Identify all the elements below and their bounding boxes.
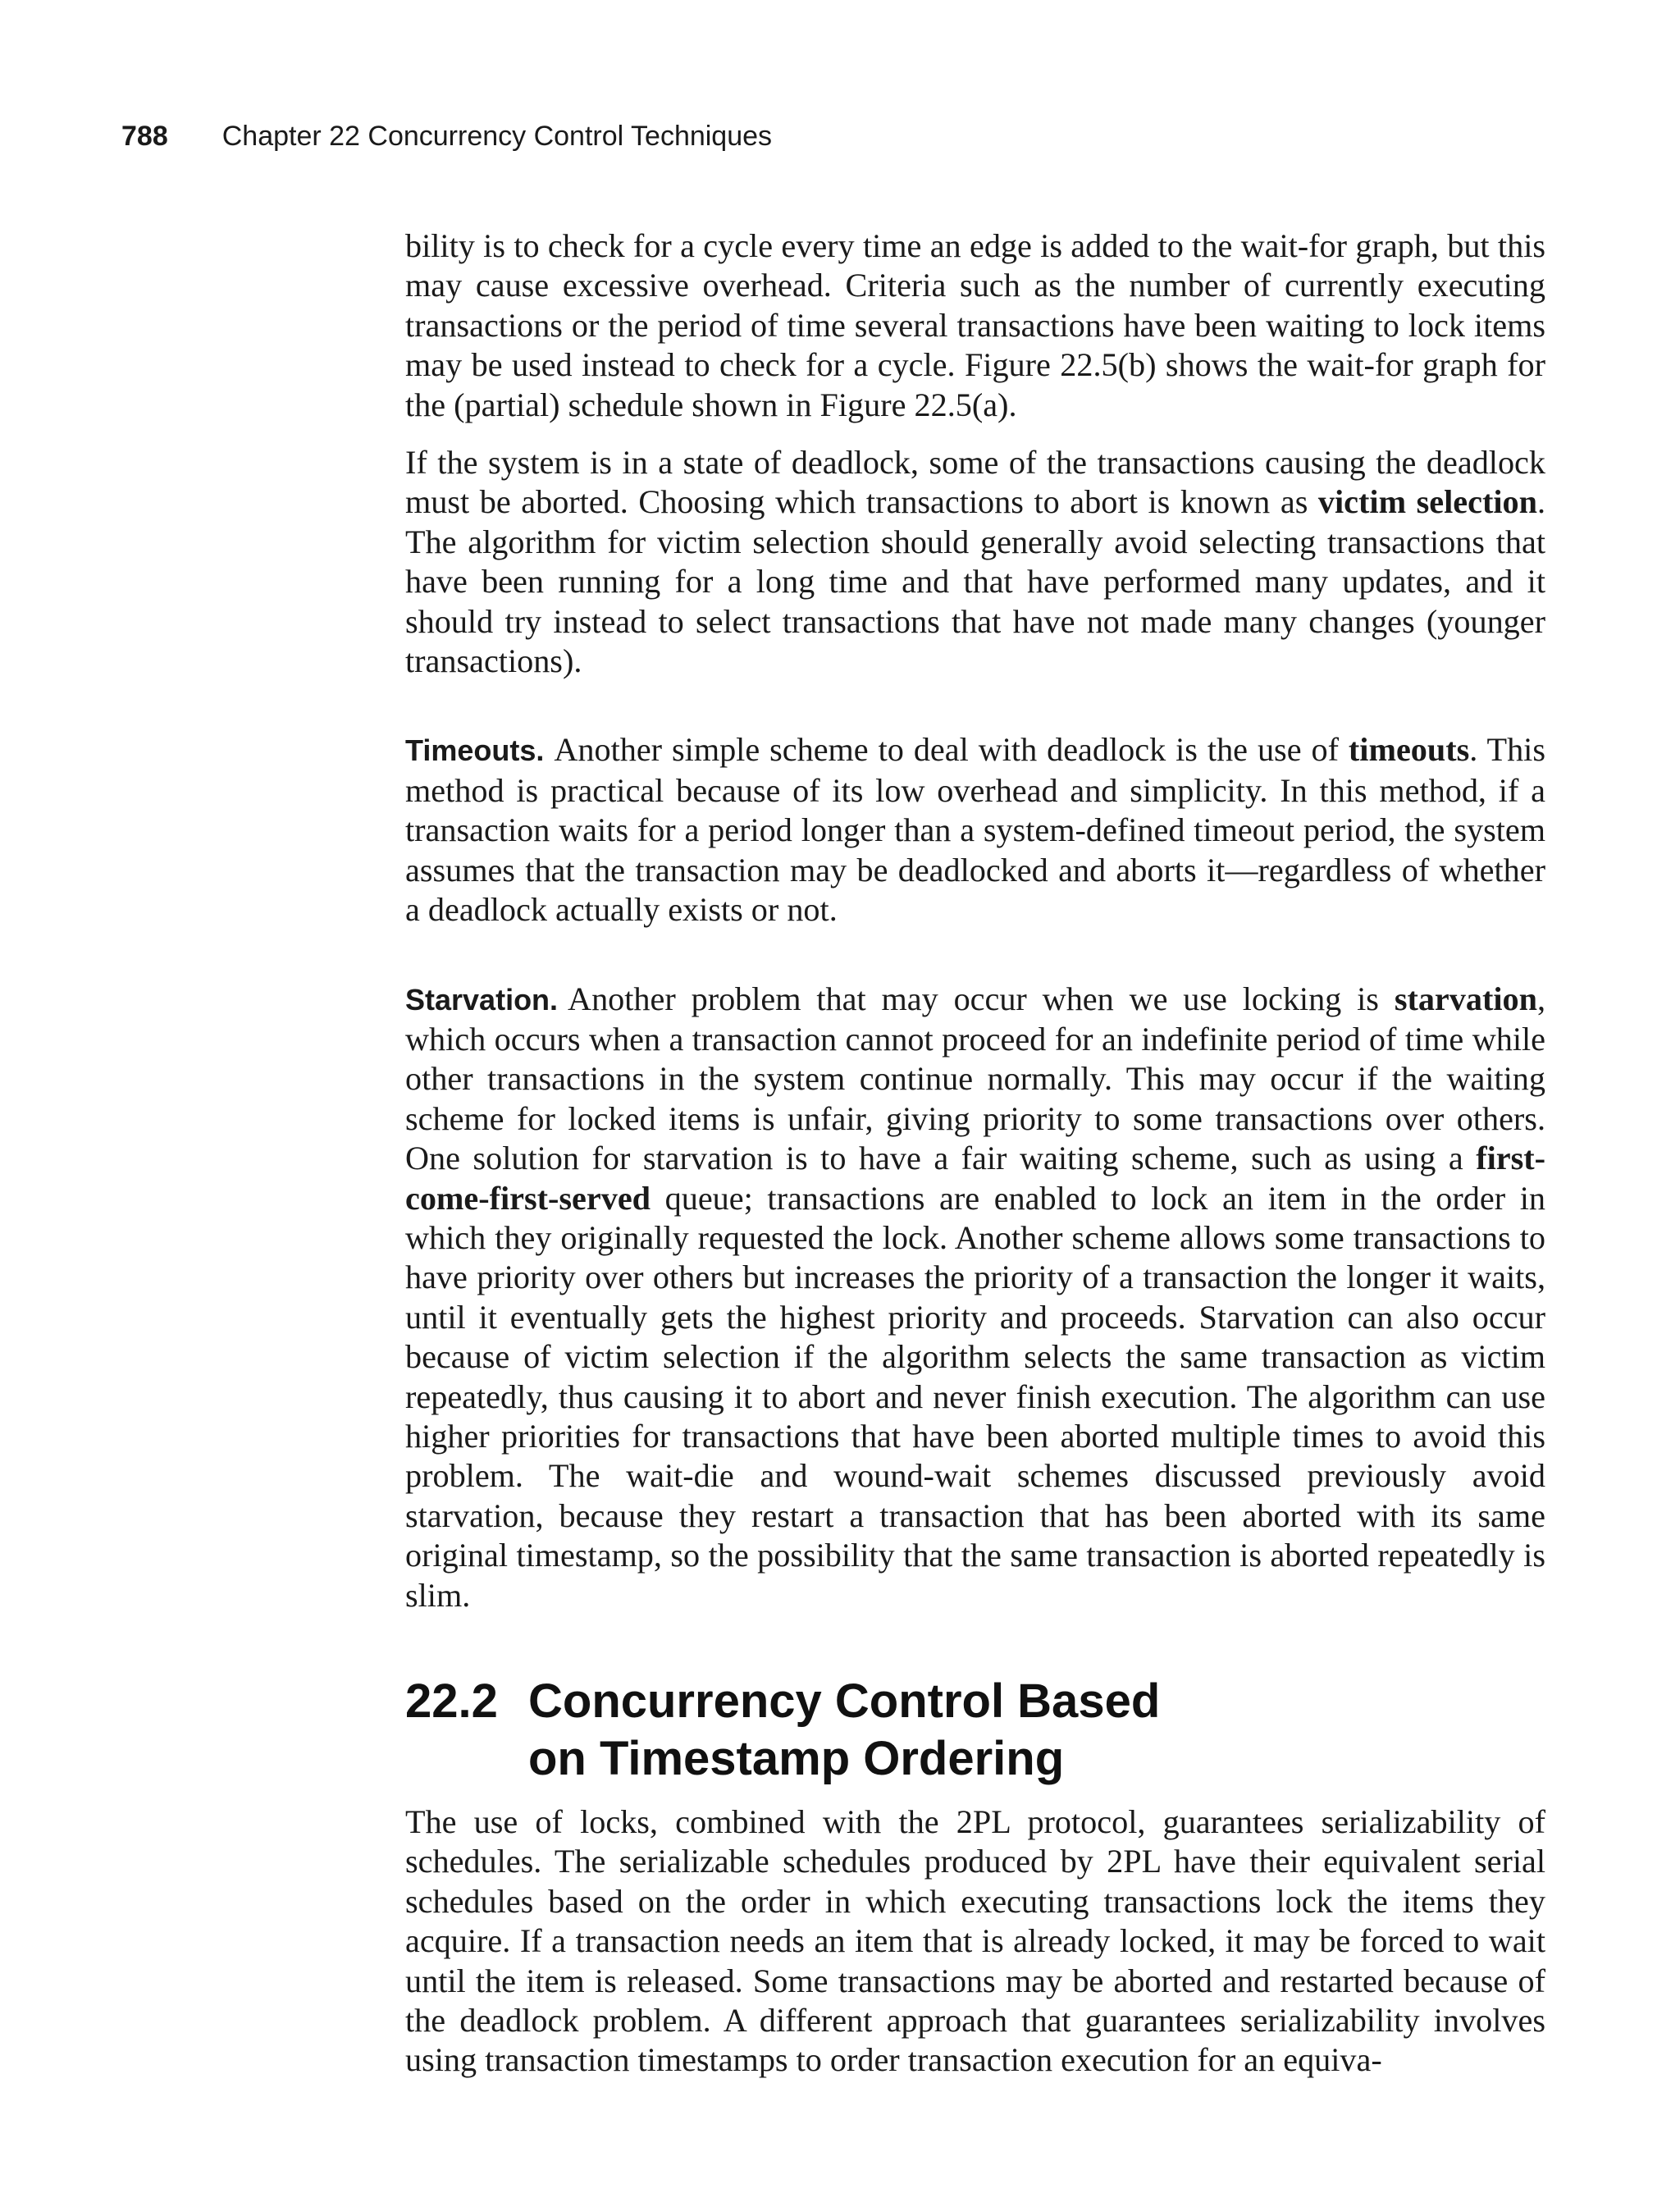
section-heading bbox=[405, 1673, 1545, 1788]
main-content bbox=[405, 226, 1545, 2081]
run-in-heading-starvation: Starvation. bbox=[405, 982, 559, 1016]
paragraph-starvation bbox=[405, 980, 1545, 1616]
term-first-come-first-served: first-come-first-served bbox=[405, 1140, 1545, 1217]
term-starvation: starvation bbox=[1394, 980, 1537, 1017]
paragraph-victim-selection bbox=[405, 443, 1545, 681]
paragraph-timestamp-intro: The use of locks, combined with the 2PL protocol, guarantees serializability of schedules. The serializable schedules produced by 2PL have their equivalent serial schedules based on the order in which executing transactions lock the items they acquire. If a transaction needs an item that is already locked, it may be forced to wait until the item is released. Some transactions may be aborted and restarted because of the deadlock problem. A different approach that guarantees serializability involves using transaction timestamps to order transaction execution for an equiva- bbox=[405, 1803, 1545, 2079]
section-number: 22.2 bbox=[405, 1674, 498, 1728]
term-victim-selection: victim selection bbox=[1317, 483, 1537, 521]
section-title-line-2: on Timestamp Ordering bbox=[528, 1732, 1065, 1785]
page-number: 788 bbox=[121, 121, 168, 152]
paragraph-cycle-check: bility is to check for a cycle every time an edge is added to the wait-for graph, but this may cause excessive overhead. Criteria such as the number of currently executing transactions or the period of time several transactions have been waiting to lock items may be used instead to check for a cycle. Figure 22.5(b) shows the wait-for graph for the (partial) schedule shown in Figure 22.5(a). bbox=[405, 227, 1545, 423]
text-segment: Another problem that may occur when we use locking is bbox=[568, 980, 1395, 1017]
text-segment: . This method is practical because of its low overhead and simplicity. In this method, if a transaction waits for a period longer than a system-defined timeout period, the system assumes that the transaction may be deadlocked and aborts it—regardless of whether a deadlock actually exists or not. bbox=[405, 731, 1545, 929]
section-title-line-1: Concurrency Control Based bbox=[528, 1674, 1161, 1728]
paragraph-timeouts bbox=[405, 730, 1545, 930]
text-segment: , which occurs when a transaction cannot proceed for an indefinite period of time while other transactions in the system continue normally. This may occur if the waiting scheme for locked items is unfair, giving priority to some transactions over others. One solution for starvation is to have a fair waiting scheme, such as using a bbox=[405, 980, 1545, 1177]
text-segment: If the system is in a state of deadlock, some of the transactions causing the deadlock must be aborted. Choosing which transactions to abort is known as bbox=[405, 444, 1545, 521]
section-title bbox=[528, 1673, 1545, 1788]
run-in-heading-timeouts: Timeouts. bbox=[405, 733, 545, 768]
text-segment: queue; transactions are enabled to lock an item in the order in which they originally requested the lock. Another scheme allows some transactions to have priority over others but increases the priority of a transaction the longer it waits, until it eventually gets the highest priority and proceeds. Starvation can also occur because of victim selection if the algorithm selects the same transaction as victim repeatedly, thus causing it to abort and never finish execution. The algorithm can use higher priorities for transactions that have been aborted multiple times to avoid this problem. The wait-die and wound-wait schemes discussed previously avoid starvation, because they restart a transaction that has been aborted with its same original timestamp, so the possibility that the same transaction is aborted repeatedly is slim. bbox=[405, 1179, 1545, 1614]
text-segment: Another simple scheme to deal with deadlock is the use of bbox=[554, 731, 1349, 769]
running-head bbox=[121, 116, 772, 156]
chapter-title: Chapter 22 Concurrency Control Techniques bbox=[221, 121, 773, 152]
text-segment: . The algorithm for victim selection should generally avoid selecting transactions that have been running for a long time and that have performed many updates, and it should try instead to select transactions that have not made many changes (younger transactions). bbox=[405, 483, 1545, 680]
term-timeouts: timeouts bbox=[1348, 731, 1470, 769]
